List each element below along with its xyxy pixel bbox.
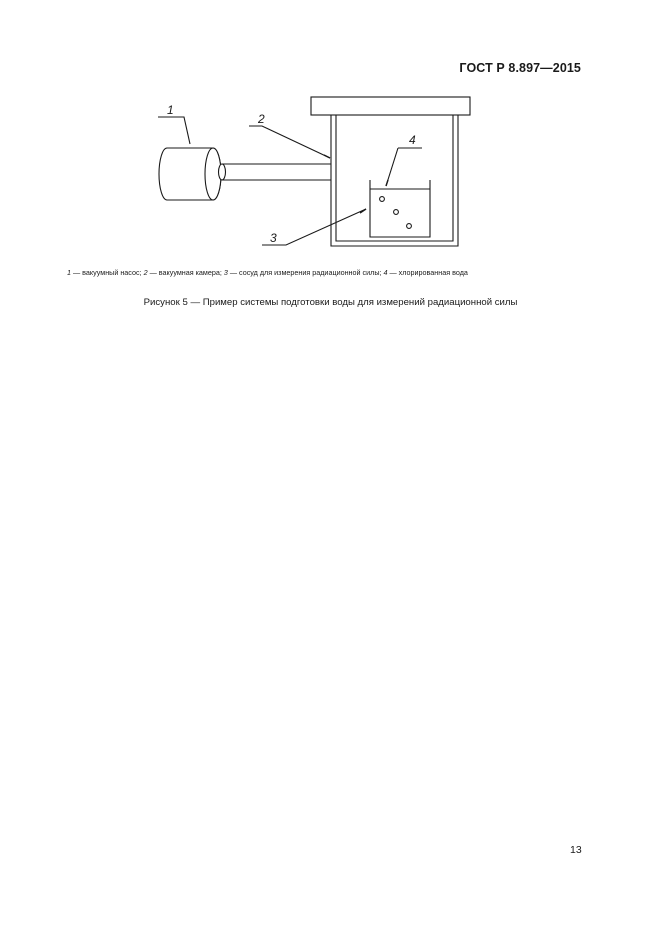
chamber-lid [311, 97, 470, 115]
callout-3: 3 [270, 231, 277, 245]
leader-line-4 [386, 148, 422, 186]
legend-num: 1 [67, 268, 71, 277]
legend-num: 3 [223, 268, 228, 277]
pipe-end [219, 164, 226, 180]
figure-legend [67, 268, 587, 277]
chamber-wall-inner [336, 115, 453, 241]
callout-2: 2 [258, 112, 265, 126]
connecting-pipe [222, 164, 331, 180]
leader-line-2 [249, 126, 330, 158]
bubble [407, 224, 412, 229]
legend-text: — вакуумный насос; [71, 268, 144, 277]
bubble [380, 197, 385, 202]
bubble [394, 210, 399, 215]
leader-line-3 [262, 209, 366, 245]
legend-num: 4 [383, 268, 388, 277]
chamber-wall-outer [331, 115, 458, 246]
page-header-standard-id: ГОСТ Р 8.897—2015 [459, 61, 581, 75]
callout-1: 1 [167, 103, 174, 117]
leader-line-1 [158, 117, 190, 144]
figure-caption: Рисунок 5 — Пример системы подготовки воды для измерений радиационной силы [143, 297, 518, 308]
legend-num: 2 [143, 268, 148, 277]
legend-text: — хлорированная вода [387, 268, 468, 277]
water-preparation-diagram [0, 0, 661, 300]
page-number: 13 [570, 844, 582, 856]
legend-text: — вакуумная камера; [147, 268, 224, 277]
callout-4: 4 [409, 133, 416, 147]
legend-text: — сосуд для измерения радиационной силы; [227, 268, 384, 277]
